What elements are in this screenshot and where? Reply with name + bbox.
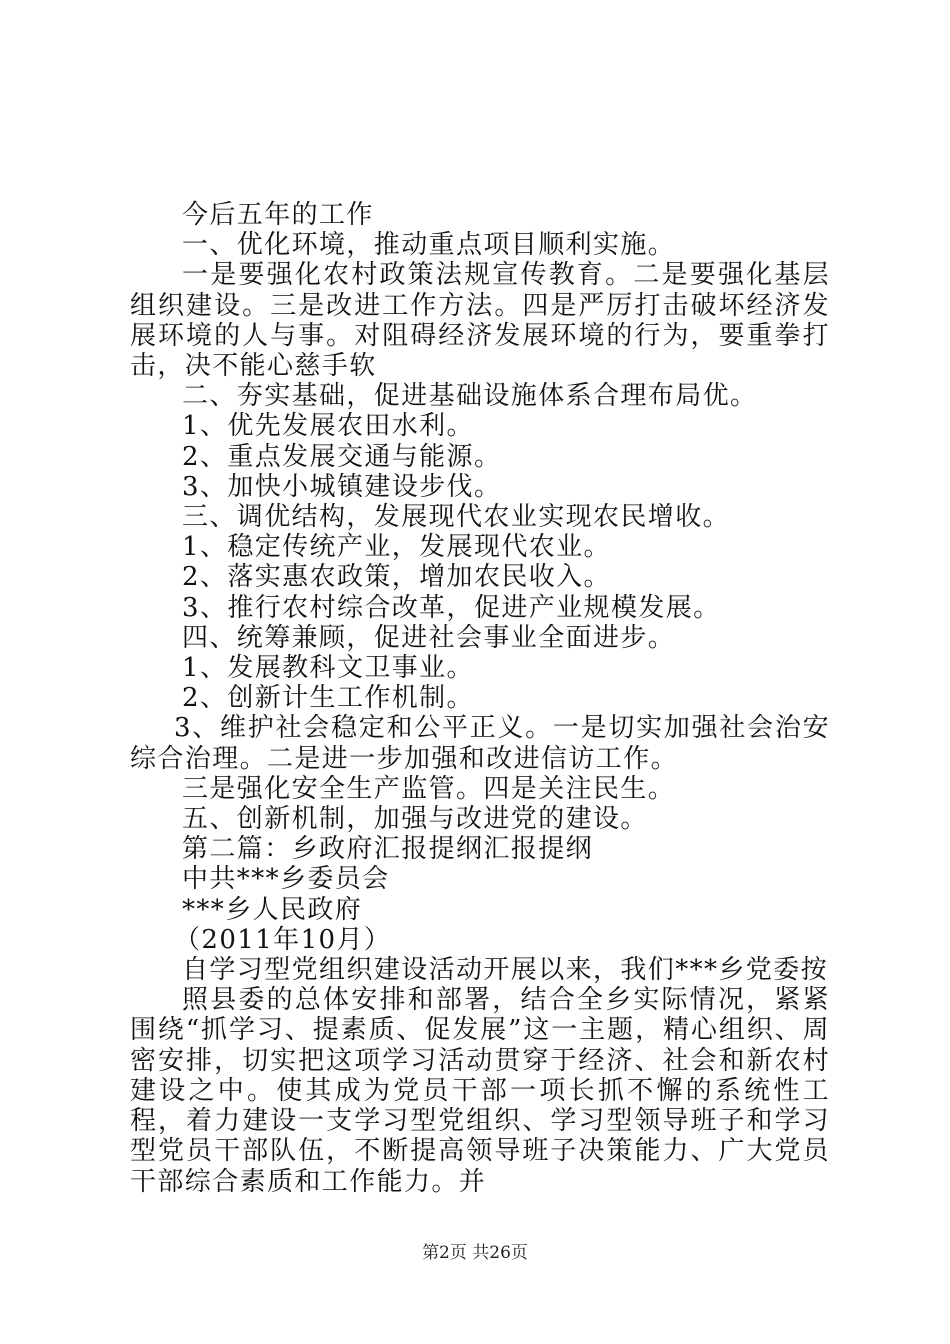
list-item: 1、优先发展农田水利。 [182,411,474,442]
section-heading: 四、统筹兼顾，促进社会事业全面进步。 [182,622,676,653]
list-item: 3、维护社会稳定和公平正义。一是切实加强社会治安综合治理。二是进一步加强和改进信访工作。 [130,713,830,774]
section-heading: 一、优化环境，推动重点项目顺利实施。 [182,230,676,261]
paragraph: 照县委的总体安排和部署，结合全乡实际情况，紧紧围绕“抓学习、提素质、促发展”这一主题，精心组织、周密安排，切实把这项学习活动贯穿于经济、社会和新农村建设之中。使其成为党员干部一项长抓不懈的系统性工程，着力建设一支学习型党组织、学习型领导班子和学习型党员干部队伍，不断提高领导班子决策能力、广大党员干部综合素质和工作能力。并 [130,985,830,1197]
chapter-title: 第二篇：乡政府汇报提纲汇报提纲 [182,834,594,865]
paragraph: 一是要强化农村政策法规宣传教育。二是要强化基层组织建设。三是改进工作方法。四是严厉打击破坏经济发展环境的人与事。对阻碍经济发展环境的行为，要重拳打击，决不能心慈手软 [130,260,830,382]
document-date: （2011年10月） [174,924,392,955]
section-heading: 五、创新机制，加强与改进党的建设。 [182,804,648,835]
list-item: 1、发展教科文卫事业。 [182,653,474,684]
paragraph: 今后五年的工作 [182,200,374,230]
issuer-line: ***乡人民政府 [182,894,363,925]
paragraph: 自学习型党组织建设活动开展以来，我们***乡党委按 [182,955,829,986]
list-item: 3、推行农村综合改革，促进产业规模发展。 [182,592,721,623]
list-item: 2、落实惠农政策，增加农民收入。 [182,562,611,593]
section-heading: 三、调优结构，发展现代农业实现农民增收。 [182,502,731,533]
list-item: 3、加快小城镇建设步伐。 [182,471,502,502]
issuer-line: 中共***乡委员会 [182,864,390,895]
list-item: 2、重点发展交通与能源。 [182,441,502,472]
section-heading: 二、夯实基础，促进基础设施体系合理布局优。 [182,381,758,412]
list-item: 1、稳定传统产业，发展现代农业。 [182,532,611,563]
paragraph: 三是强化安全生产监管。四是关注民生。 [182,773,676,804]
list-item: 2、创新计生工作机制。 [182,683,474,714]
document-body [130,200,830,1197]
page-footer: 第2页 共26页 [422,1243,528,1263]
